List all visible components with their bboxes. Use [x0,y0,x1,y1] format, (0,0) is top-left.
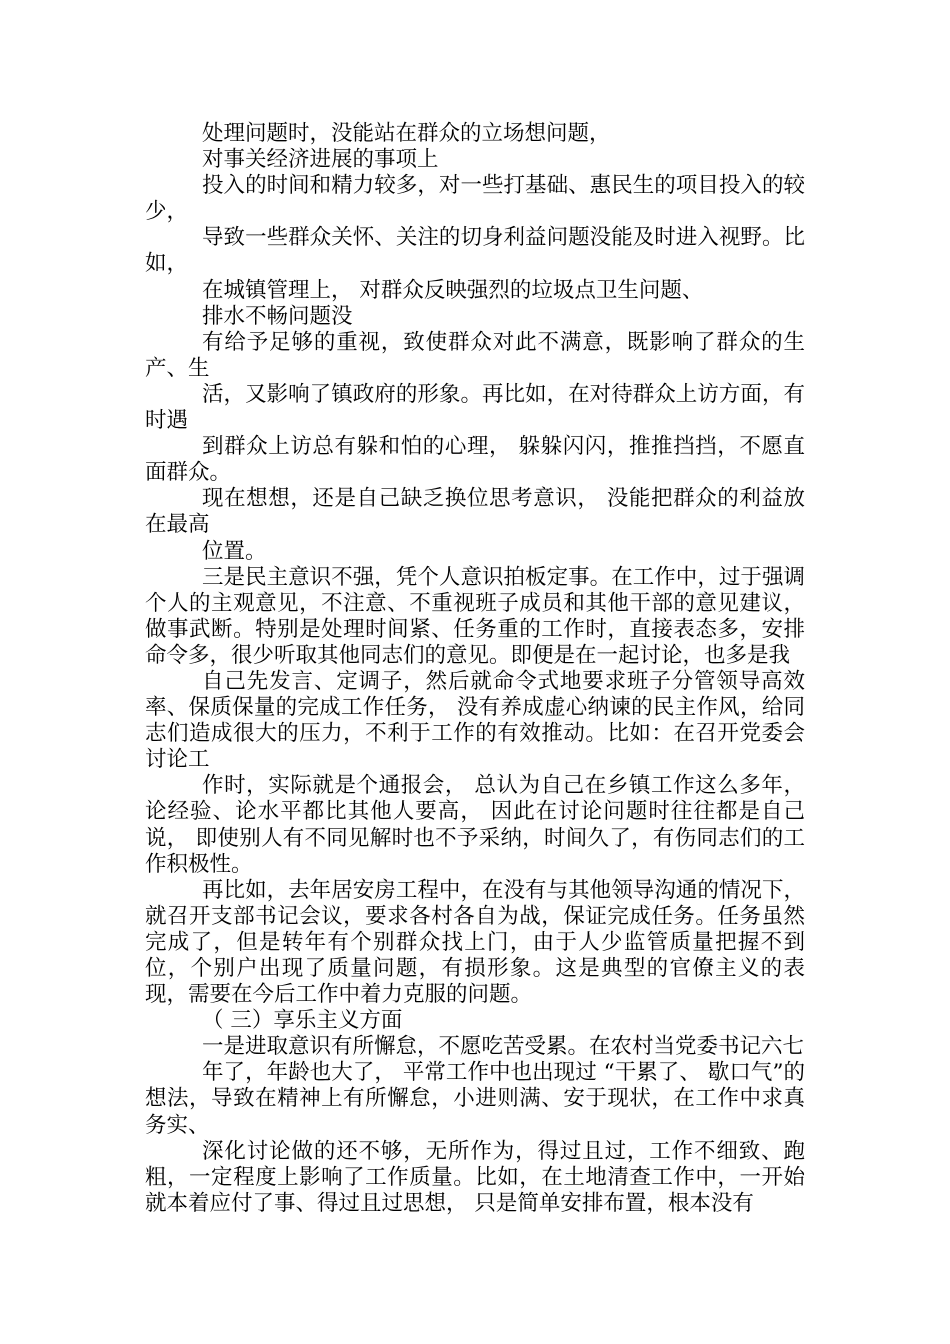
paragraph: 三是民主意识不强，凭个人意识拍板定事。在工作中，过于强调个人的主观意见，不注意、不重视班子成员和其他干部的意见建议，做事武断。特别是处理时间紧、任务重的工作时，直接表态多，安排命令多，很少听取其他同志们的意见。即便是在一起讨论，也多是我 [145,564,805,668]
paragraph: 再比如，去年居安房工程中，在没有与其他领导沟通的情况下，就召开支部书记会议，要求各村各自为战，保证完成任务。任务虽然完成了，但是转年有个别群众找上门，由于人少监管质量把握不到位，个别户出现了质量问题，有损形象。这是典型的官僚主义的表现，需要在今后工作中着力克服的问题。 [145,877,805,1008]
paragraph: 对事关经济进展的事项上 [202,147,439,173]
paragraph: 有给予足够的重视，致使群众对此不满意，既影响了群众的生产、生 [145,329,805,381]
paragraph: 处理问题时，没能站在群众的立场想问题， [202,121,611,146]
paragraph: 自己先发言、定调子，然后就命令式地要求班子分管领导高效率、保质保量的完成工作任务， 没有养成虚心纳谏的民主作风，给同志们造成很大的压力，不利于工作的有效推动。比如：在召开党委会讨论工 [145,668,805,773]
paragraph: 投入的时间和精力较多，对一些打基础、惠民生的项目投入的较少， [145,173,805,225]
section-heading: （ 三）享乐主义方面 [202,1008,403,1034]
paragraph: 在城镇管理上， 对群众反映强烈的垃圾点卫生问题、 [202,277,704,303]
paragraph: 排水不畅问题没 [202,303,353,329]
paragraph: 现在想想，还是自己缺乏换位思考意识， 没能把群众的利益放在最高 [145,486,805,538]
paragraph: 位置。 [202,538,267,564]
paragraph: 一是进取意识有所懈怠，不愿吃苦受累。在农村当党委书记六七 [202,1034,805,1060]
paragraph: 作时，实际就是个通报会， 总认为自己在乡镇工作这么多年， 论经验、论水平都比其他人要高， 因此在讨论问题时往往都是自己说， 即使别人有不同见解时也不予采纳，时间久了，有伤同志们的工作积极性。 [145,773,805,877]
paragraph: 深化讨论做的还不够，无所作为，得过且过，工作不细致、跑粗，一定程度上影响了工作质量。比如，在土地清查工作中，一开始就本着应付了事、得过且过思想， 只是简单安排布置，根本没有 [145,1138,805,1216]
paragraph: 导致一些群众关怀、关注的切身利益问题没能及时进入视野。比如， [145,225,805,277]
document-body [145,121,805,1217]
paragraph: 年了，年龄也大了， 平常工作中也出现过 “干累了、 歇口气”的想法，导致在精神上有所懈怠，小进则满、安于现状，在工作中求真务实、 [145,1060,805,1138]
paragraph: 活，又影响了镇政府的形象。再比如，在对待群众上访方面，有时遇 [145,381,805,434]
paragraph: 到群众上访总有躲和怕的心理， 躲躲闪闪，推推挡挡，不愿直面群众。 [145,434,805,486]
